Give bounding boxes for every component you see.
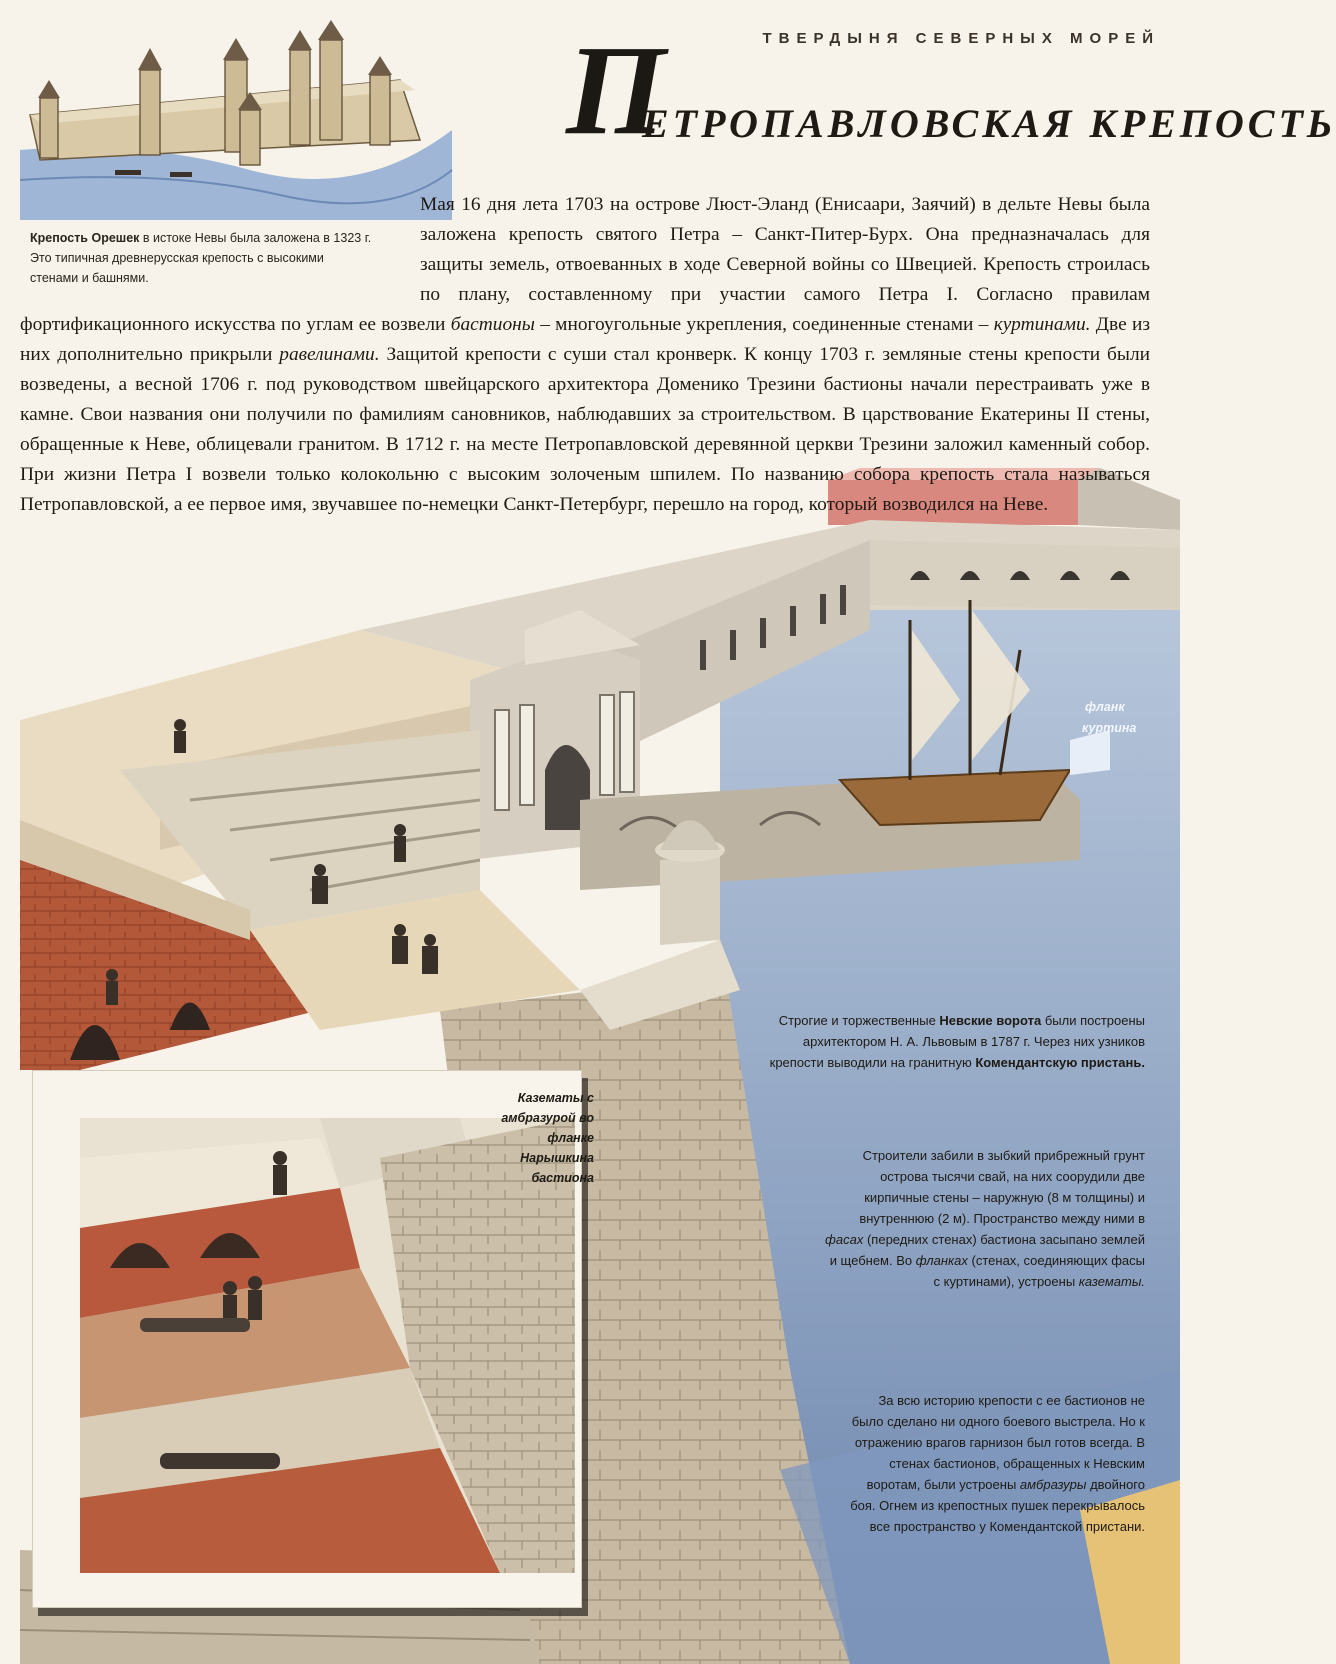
term-bastions: бастионы xyxy=(450,314,535,335)
callout-term-nevsky-gate: Невские ворота xyxy=(939,1013,1042,1028)
callout-text: За всю историю крепости с ее бастионов не было сделано ни одного боевого выстрела. Но к отражению врагов гарнизон был готов всегда. В стенах бастионов, обращенных к Невским воротам, были устроены xyxy=(851,1393,1145,1492)
callout-term-flanks: фланках xyxy=(915,1253,968,1268)
article-text-1: Мая 16 дня лета 1703 на острове Люст-Эланд (Енисаари, Заячий) в дельте Невы была заложена крепость святого Петра – Санкт-Питер-Бурх. Она предназначалась для защиты земель, отвоеванных в ходе Северной войны со Швецией. Крепость строилась по плану, составленному при участии самого Петра I. Согласно правилам фортификационного искусства по углам ее возвели xyxy=(20,194,1150,335)
running-head: ТВЕРДЫНЯ СЕВЕРНЫХ МОРЕЙ xyxy=(762,30,1160,47)
article-text-3: Две из них дополнительно прикрыли xyxy=(20,314,1151,365)
text-wrap-spacer xyxy=(20,190,420,308)
term-ravelins: равелинами. xyxy=(279,344,380,365)
callout-term-faces: фасах xyxy=(825,1232,864,1247)
term-curtains: куртинами. xyxy=(993,314,1091,335)
title-text: ЕТРОПАВЛОВСКАЯ КРЕПОСТЬ xyxy=(642,101,1336,146)
label-curtain: куртина xyxy=(1082,721,1137,735)
label-flank: фланк xyxy=(1085,700,1125,714)
title-drop-cap: П xyxy=(566,19,666,161)
article-text-2: – многоугольные укрепления, соединенные стенами – xyxy=(534,314,994,335)
callout-text: были построены архитектором Н. А. Львовым в 1787 г. Через них узников крепости выводили на гранитную xyxy=(769,1013,1145,1070)
callout-history xyxy=(845,1390,1145,1537)
callout-text: Строители забили в зыбкий прибрежный грунт острова тысячи свай, на них соорудили две кирпичные стены – наружную (8 м толщины) и внутреннюю (2 м). Пространство между ними в xyxy=(859,1148,1145,1226)
callout-text: Строгие и торжественные xyxy=(778,1013,940,1028)
callout-builders xyxy=(825,1145,1145,1292)
callout-text: двойного боя. Огнем из крепостных пушек перекрывалось все пространство у Комендантской пристани. xyxy=(850,1477,1145,1534)
callout-nevsky-gate xyxy=(765,1010,1145,1073)
oreshek-caption-text: в истоке Невы была заложена в 1323 г. Это типичная древнерусская крепость с высокими стенами и башнями. xyxy=(30,231,372,285)
casemate-inset-caption: Казематы с амбразурой во фланке Нарышкина бастиона xyxy=(501,1091,594,1185)
article-text-4: Защитой крепости с суши стал кронверк. К концу 1703 г. земляные стены крепости были возведены, а весной 1706 г. под руководством швейцарского архитектора Доменико Трезини бастионы начали перестраивать уже в камне. Свои названия они получили по фамилиям сановников, наблюдавших за строительством. В царствование Екатерины II стены, обращенные к Неве, облицевали гранитом. В 1712 г. на месте Петропавловской деревянной церкви Трезини заложил каменный собор. При жизни Петра I возвели только колокольню с высоким золоченым шпилем. По названию собора крепость стала называться Петропавловской, а ее первое имя, звучавшее по-немецки Санкт-Петербург, перешло на город, который возводился на Неве. xyxy=(20,344,1150,515)
page-title xyxy=(566,19,1336,161)
callout-term-pier: Комендантскую пристань. xyxy=(975,1055,1145,1070)
callout-text: (стенах, соединяющих фасы с куртинами), устроены xyxy=(933,1253,1145,1289)
oreshek-caption-bold: Крепость Орешек xyxy=(30,231,140,245)
callout-text: (передних стенах) бастиона засыпано землей и щебнем. Во xyxy=(829,1232,1145,1268)
callout-term-embrasures: амбразуры xyxy=(1019,1477,1087,1492)
article-body xyxy=(20,190,1150,520)
callout-term-casemates: казематы. xyxy=(1078,1274,1145,1289)
